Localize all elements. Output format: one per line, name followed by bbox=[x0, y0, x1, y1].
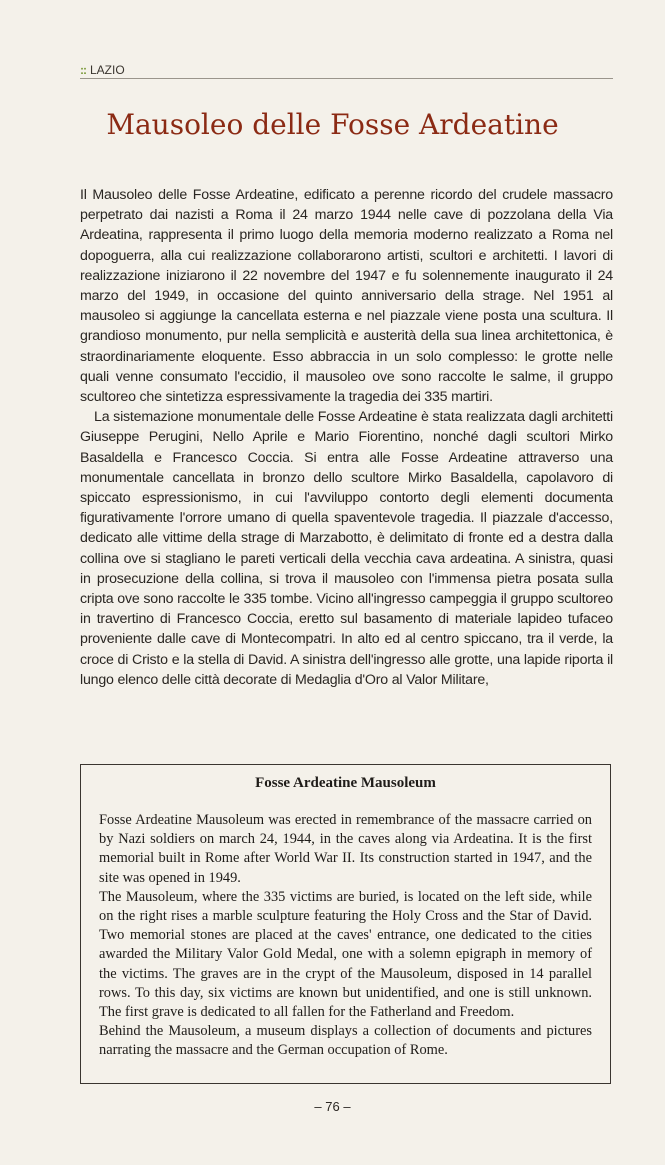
italian-paragraph-1: Il Mausoleo delle Fosse Ardeatine, edificato a perenne ricordo del crudele massacro perpetrato dai nazisti a Roma il 24 marzo 1944 nelle cave di pozzolana della Via Ardeatina, rappresenta il primo luogo della memoria moderno realizzato a Roma nel dopoguerra, alla cui realizzazione collaborarono artisti, scultori e architetti. I lavori di realizzazione iniziarono il 22 novembre del 1947 e fu solennemente inaugurato il 24 marzo del 1949, in occasione del quinto anniversario della strage. Nel 1951 al mausoleo si aggiunge la cancellata esterna e nel piazzale viene posta una scultura. Il grandioso monumento, pur nella semplicità e austerità della sua linea architettonica, è straordinariamente eloquente. Esso abbraccia in un solo complesso: le grotte nelle quali venne consumato l'eccidio, il mausoleo ove sono raccolte le salme, il gruppo scultoreo che sintetizza espressivamente la tragedia dei 335 martiri. bbox=[80, 187, 613, 406]
italian-article bbox=[80, 185, 613, 690]
section-header bbox=[80, 64, 613, 79]
english-box-title: Fosse Ardeatine Mausoleum bbox=[255, 775, 436, 791]
italian-paragraph-2: La sistemazione monumentale delle Fosse Ardeatine è stata realizzata dagli architetti Giuseppe Perugini, Nello Aprile e Mario Fiorentino, nonché dagli scultori Mirko Basaldella e Francesco Coccia. Si entra alle Fosse Ardeatine attraverso una monumentale cancellata in bronzo dello scultore Mirko Basaldella, capolavoro di spiccato espressionismo, in cui l'avviluppo contorto degli elementi documenta figurativamente l'orrore umano di quella spaventevole tragedia. Il piazzale d'accesso, dedicato alle vittime della strage di Marzabotto, è delimitato di fronte ed a destra dalla collina ove si stagliano le pareti verticali della vecchia cava ardeatina. A sinistra, quasi in prosecuzione della collina, si trova il mausoleo con l'immensa pietra posata sulla cripta ove sono raccolte le 335 tombe. Vicino all'ingresso campeggia il gruppo scultoreo in travertino di Francesco Coccia, eretto sul basamento di materiale lapideo tufaceo proveniente dalle cave di Montecompatri. In alto ed al centro spiccano, tra il verde, la croce di Cristo e la stella di David. A sinistra dell'ingresso alle grotte, una lapide riporta il lungo elenco delle città decorate di Medaglia d'Oro al Valor Militare, bbox=[80, 409, 613, 688]
english-summary-box bbox=[80, 764, 611, 1084]
english-paragraph-1: Fosse Ardeatine Mausoleum was erected in remembrance of the massacre carried on by Nazi soldiers on march 24, 1944, in the caves along via Ardeatina. It is the first memorial built in Rome after World War II. Its construction started in 1947, and the site was opened in 1949. bbox=[99, 812, 592, 886]
english-paragraph-2: The Mausoleum, where the 335 victims are buried, is located on the left side, while on the right rises a marble sculpture featuring the Holy Cross and the Star of David. Two memorial stones are placed at the caves' entrance, one dedicated to the cities awarded the Military Valor Gold Medal, one with a solemn epigraph in memory of the victims. The graves are in the crypt of the Mausoleum, disposed in 14 parallel rows. To this day, six victims are known but unidentified, and one is still unknown. The first grave is dedicated to all fallen for the Fatherland and Freedom. bbox=[99, 888, 592, 1021]
section-label: LAZIO bbox=[90, 63, 125, 77]
page-title: Mausoleo delle Fosse Ardeatine bbox=[106, 107, 559, 141]
page-number: – 76 – bbox=[314, 1099, 351, 1114]
section-marker-icon: :: bbox=[80, 63, 86, 77]
english-box-text bbox=[99, 811, 592, 1061]
english-paragraph-3: Behind the Mausoleum, a museum displays a collection of documents and pictures narrating the massacre and the German occupation of Rome. bbox=[99, 1023, 592, 1059]
